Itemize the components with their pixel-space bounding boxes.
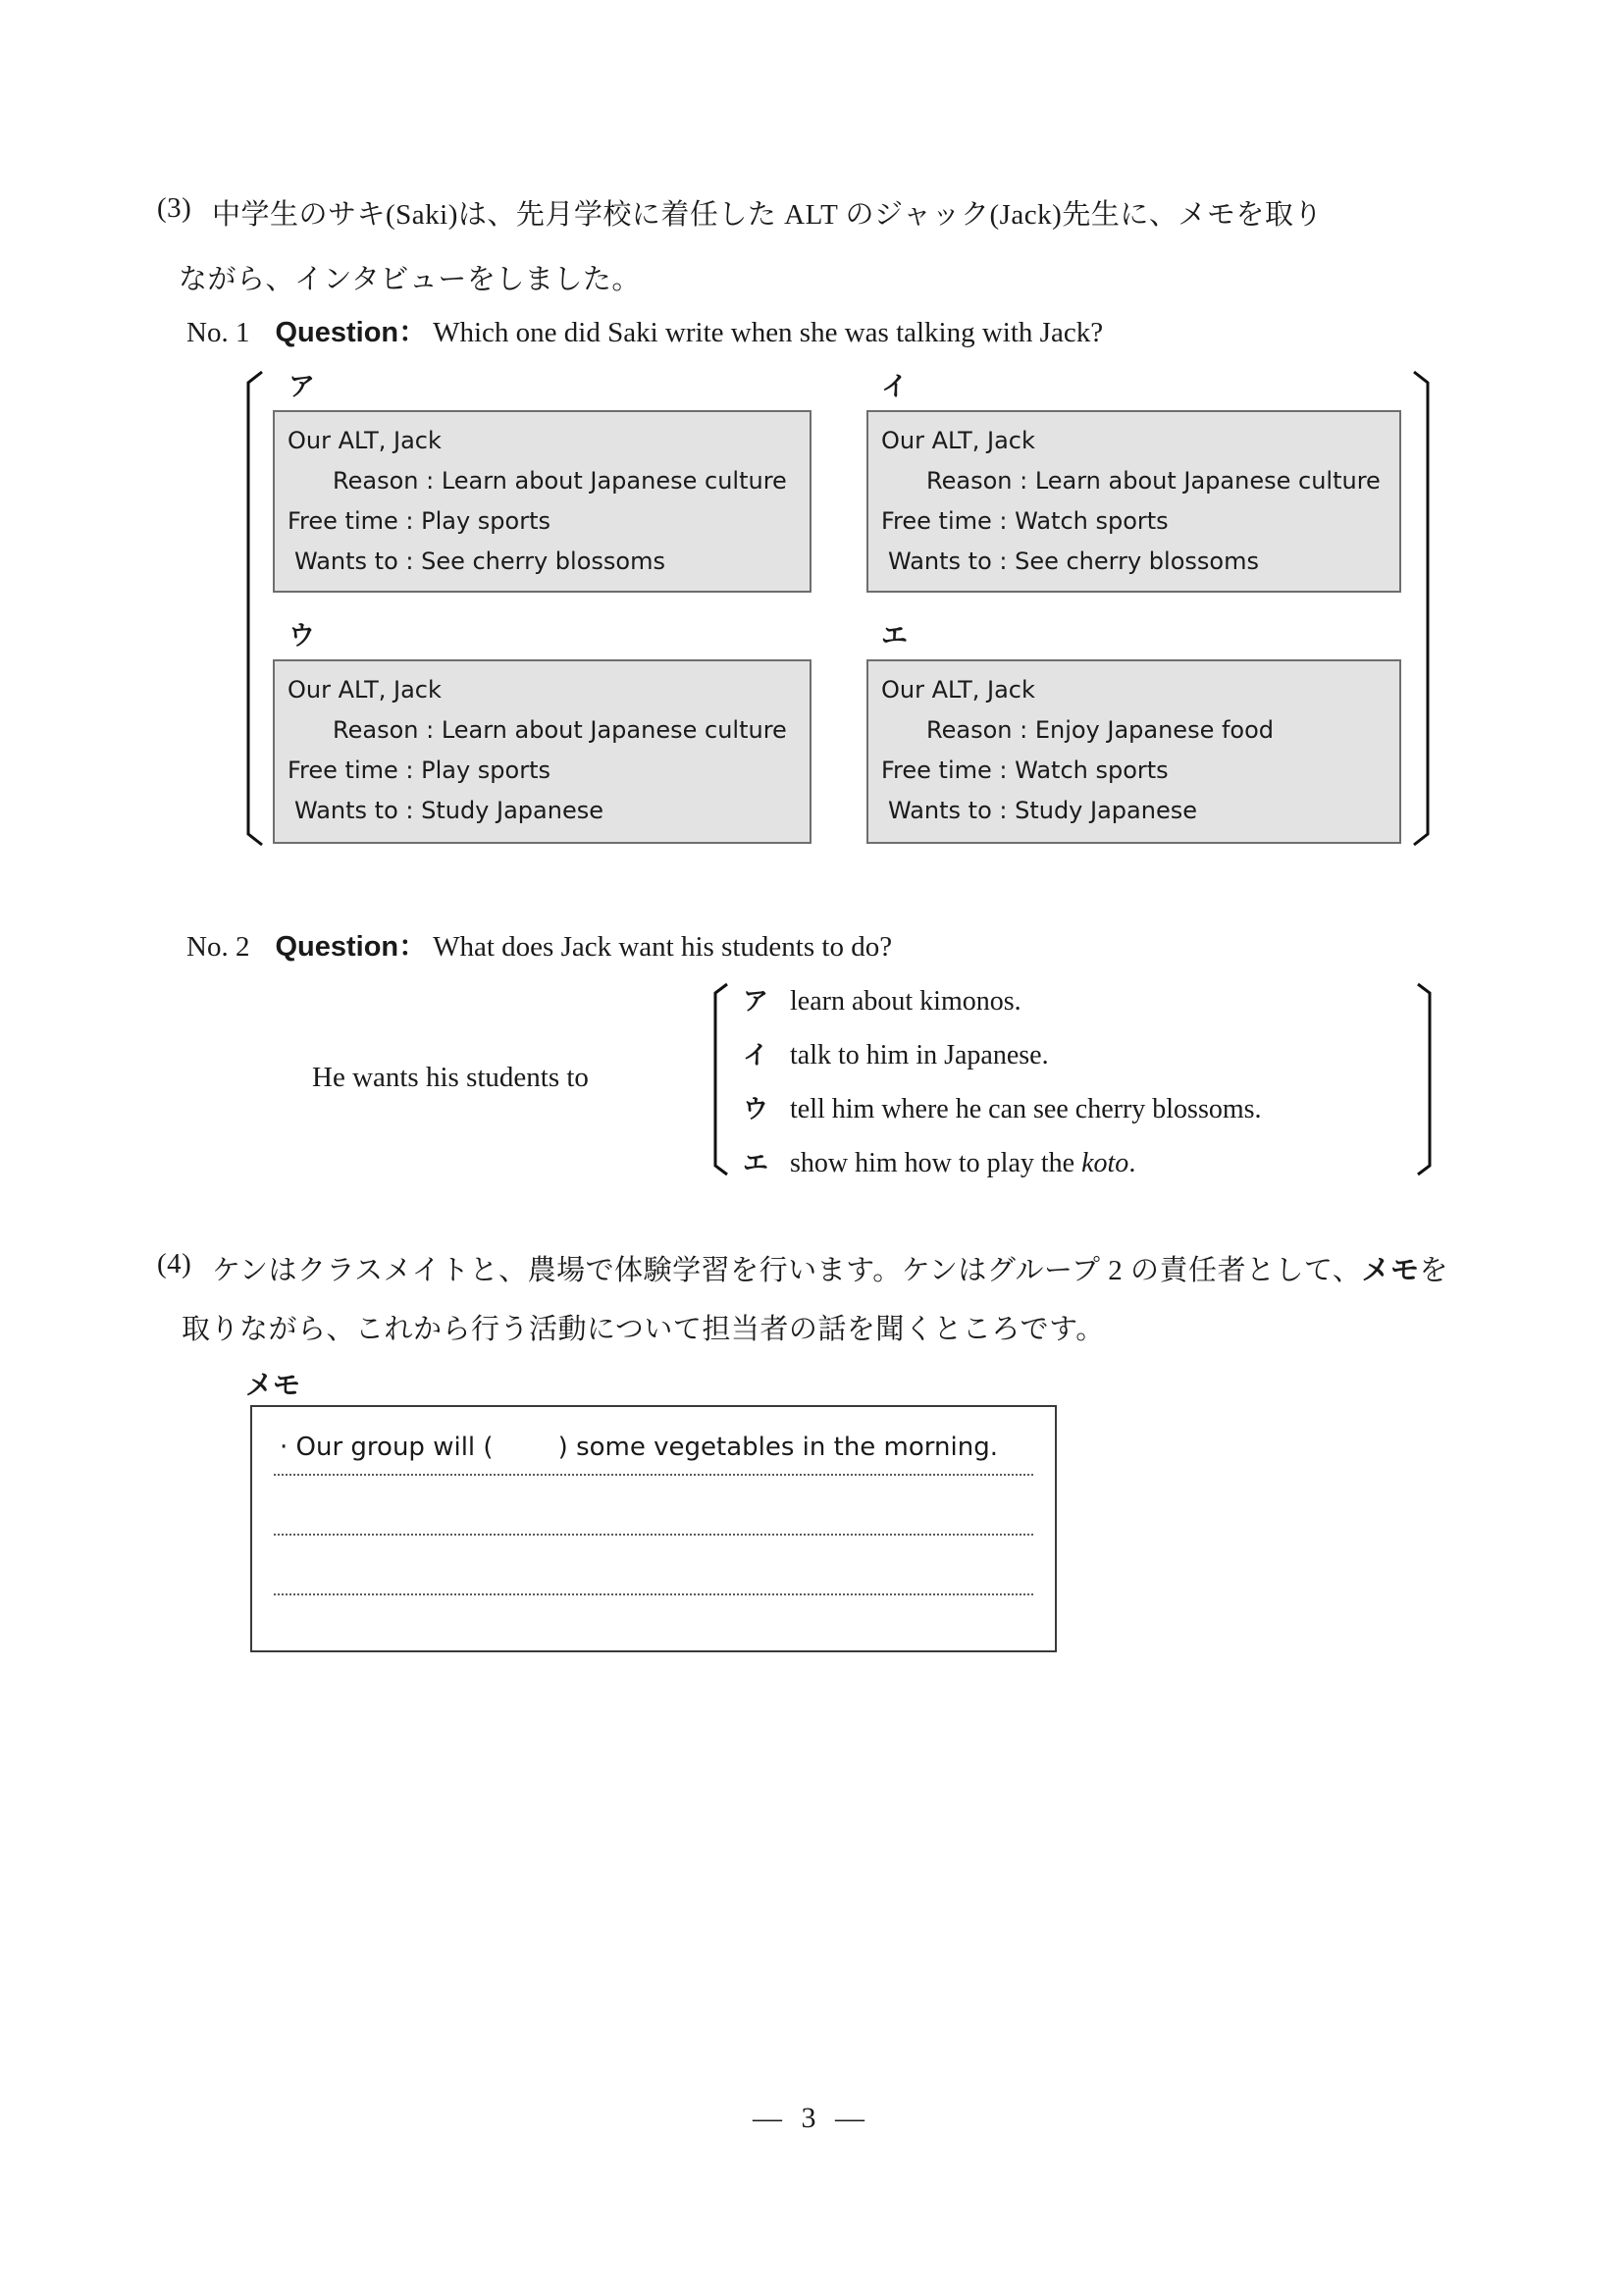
choice-line: Wants to : Study Japanese <box>888 797 1197 824</box>
choice-i-label: イ <box>881 372 908 402</box>
no1-question-text: Which one did Saki write when she was talking with Jack? <box>433 317 1104 348</box>
memo-rule-line <box>274 1474 1033 1476</box>
no2-question-row <box>186 924 892 965</box>
left-bracket <box>241 369 265 848</box>
no2-choice-kana: ア <box>743 987 769 1017</box>
choice-a-label: ア <box>288 372 315 402</box>
page-number: — 3 — <box>753 2102 870 2134</box>
no2-choice-kana: イ <box>743 1041 769 1070</box>
choice-line: Reason : Learn about Japanese culture <box>333 467 787 495</box>
section4-intro-line1-post: を <box>1419 1255 1448 1286</box>
no2-choice-kana: ウ <box>743 1095 769 1124</box>
choice-line: Our ALT, Jack <box>288 427 442 454</box>
choice-u-box <box>273 659 812 844</box>
section3-intro-line2: ながら、インタビューをしました。 <box>179 264 641 295</box>
choice-line: Free time : Watch sports <box>881 507 1169 535</box>
choice-line: Reason : Learn about Japanese culture <box>333 716 787 744</box>
choice-line: Free time : Watch sports <box>881 757 1169 784</box>
choice-i-box <box>866 410 1401 593</box>
choice-line: Reason : Enjoy Japanese food <box>926 716 1275 744</box>
no2-choice-row <box>743 1143 1135 1179</box>
no2-choice-row <box>743 1089 1262 1125</box>
choice-line: Our ALT, Jack <box>288 676 442 704</box>
no1-number: No. 1 <box>186 317 250 348</box>
no2-number: No. 2 <box>186 931 250 963</box>
memo-rule-line <box>274 1593 1033 1595</box>
memo-line-text: · Our group will ( ) some vegetables in the morning. <box>280 1433 998 1462</box>
no2-question-label: Question： <box>275 931 428 963</box>
choice-line: Wants to : See cherry blossoms <box>294 548 665 575</box>
no2-choice-post: . <box>1128 1148 1136 1178</box>
section4-intro-line1-pre: ケンはクラスメイトと、農場で体験学習を行います。ケンはグループ 2 の責任者として、 <box>212 1255 1362 1286</box>
memo-box <box>250 1405 1057 1652</box>
choice-line: Reason : Learn about Japanese culture <box>926 467 1381 495</box>
section3-label: (3) <box>157 192 192 224</box>
no2-stem: He wants his students to <box>312 1062 589 1093</box>
no2-choice-text: learn about kimonos. <box>790 986 1021 1017</box>
no2-choice-row <box>743 1035 1049 1071</box>
section3-intro-line1: 中学生のサキ(Saki)は、先月学校に着任した ALT のジャック(Jack)先生に、メモを取り <box>212 199 1323 231</box>
memo-rule-line <box>274 1534 1033 1536</box>
right-bracket <box>1411 369 1435 848</box>
choice-line: Free time : Play sports <box>288 507 551 535</box>
no2-question-text: What does Jack want his students to do? <box>433 931 893 963</box>
no1-question-row <box>186 310 1103 350</box>
no2-choice-row <box>743 981 1021 1018</box>
section4-intro-line2: 取りながら、これから行う活動について担当者の話を聞くところです。 <box>182 1314 1105 1345</box>
choice-e-label: エ <box>881 621 908 652</box>
memo-label: メモ <box>245 1369 301 1401</box>
no2-choice-text: show him how to play the <box>790 1148 1082 1178</box>
choice-a-box <box>273 410 812 593</box>
no2-choice-text: talk to him in Japanese. <box>790 1040 1049 1070</box>
no2-choice-text: tell him where he can see cherry blossoms. <box>790 1094 1262 1124</box>
choice-line: Free time : Play sports <box>288 757 551 784</box>
section4-label: (4) <box>157 1248 192 1279</box>
choice-line: Wants to : See cherry blossoms <box>888 548 1259 575</box>
choice-line: Our ALT, Jack <box>881 427 1035 454</box>
choice-line: Wants to : Study Japanese <box>294 797 603 824</box>
choice-line: Our ALT, Jack <box>881 676 1035 704</box>
no2-left-bracket <box>708 981 730 1177</box>
no2-choice-italic: koto <box>1081 1148 1129 1178</box>
section4-intro-line1 <box>212 1248 1448 1288</box>
choice-u-label: ウ <box>288 621 315 652</box>
no2-right-bracket <box>1415 981 1437 1177</box>
choice-e-box <box>866 659 1401 844</box>
no1-question-label: Question： <box>275 317 428 348</box>
section4-intro-line1-bold: メモ <box>1361 1255 1420 1286</box>
no2-choice-kana: エ <box>743 1149 769 1178</box>
